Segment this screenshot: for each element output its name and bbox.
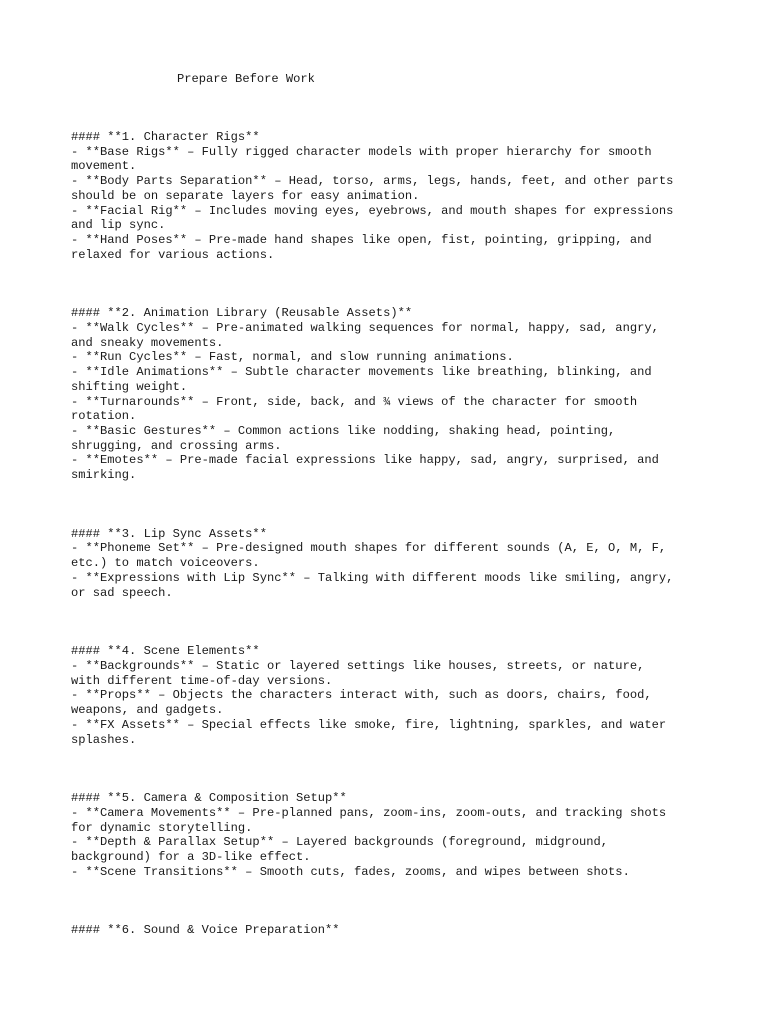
text-line: - **Basic Gestures** – Common actions like nodding, shaking head, pointing, [71,423,616,438]
text-line: - **Turnarounds** – Front, side, back, and ¾ views of the character for smooth [71,394,638,409]
section-heading: #### **5. Camera & Composition Setup** [71,791,347,806]
text-line: - **Depth & Parallax Setup** – Layered backgrounds (foreground, midground, [71,835,609,850]
text-line: should be on separate layers for easy animation. [71,188,420,203]
text-line: - **Camera Movements** – Pre-planned pans, zoom-ins, zoom-outs, and tracking shots [71,805,667,820]
section-animation-library [71,306,761,482]
text-line: shifting weight. [71,379,188,394]
text-line: smirking. [71,468,137,483]
text-line: - **Emotes** – Pre-made facial expressions like happy, sad, angry, surprised, and [71,453,659,468]
text-line: etc.) to match voiceovers. [71,556,260,571]
text-line: - **FX Assets** – Special effects like smoke, fire, lightning, sparkles, and water [71,717,667,732]
text-line: - **Hand Poses** – Pre-made hand shapes like open, fist, pointing, gripping, and [71,232,652,247]
section-camera-composition [71,791,761,879]
text-line: rotation. [71,409,137,424]
text-line: shrugging, and crossing arms. [71,438,282,453]
text-line: and lip sync. [71,218,166,233]
text-line: relaxed for various actions. [71,247,275,262]
text-line: and sneaky movements. [71,335,224,350]
text-line: - **Base Rigs** – Fully rigged character models with proper hierarchy for smooth [71,144,652,159]
text-line: - **Run Cycles** – Fast, normal, and slow running animations. [71,350,514,365]
text-line: splashes. [71,732,137,747]
section-heading: #### **2. Animation Library (Reusable Assets)** [71,306,413,321]
text-line: - **Walk Cycles** – Pre-animated walking sequences for normal, happy, sad, angry, [71,321,659,336]
section-lip-sync-assets [71,527,761,601]
section-scene-elements [71,644,761,747]
text-line: - **Phoneme Set** – Pre-designed mouth shapes for different sounds (A, E, O, M, F, [71,541,667,556]
section-heading: #### **6. Sound & Voice Preparation** [71,923,340,938]
text-line: for dynamic storytelling. [71,820,253,835]
text-line: - **Body Parts Separation** – Head, torso, arms, legs, hands, feet, and other parts [71,174,674,189]
text-line: - **Idle Animations** – Subtle character movements like breathing, blinking, and [71,365,652,380]
section-heading: #### **4. Scene Elements** [71,644,260,659]
text-line: - **Scene Transitions** – Smooth cuts, fades, zooms, and wipes between shots. [71,864,630,879]
text-line: weapons, and gadgets. [71,703,224,718]
text-line: or sad speech. [71,585,173,600]
text-line: - **Expressions with Lip Sync** – Talking with different moods like smiling, angry, [71,570,674,585]
text-line: - **Facial Rig** – Includes moving eyes, eyebrows, and mouth shapes for expressions [71,203,674,218]
section-heading: #### **1. Character Rigs** [71,130,260,144]
text-line: with different time-of-day versions. [71,673,333,688]
section-character-rigs [71,130,761,262]
section-sound-voice [71,923,761,938]
document-page [71,72,761,938]
text-line: - **Backgrounds** – Static or layered settings like houses, streets, or nature, [71,658,645,673]
section-heading: #### **3. Lip Sync Assets** [71,526,267,541]
text-line: - **Props** – Objects the characters interact with, such as doors, chairs, food, [71,688,652,703]
document-title: Prepare Before Work [177,72,315,86]
text-line: background) for a 3D-like effect. [71,850,311,865]
text-line: movement. [71,159,137,174]
